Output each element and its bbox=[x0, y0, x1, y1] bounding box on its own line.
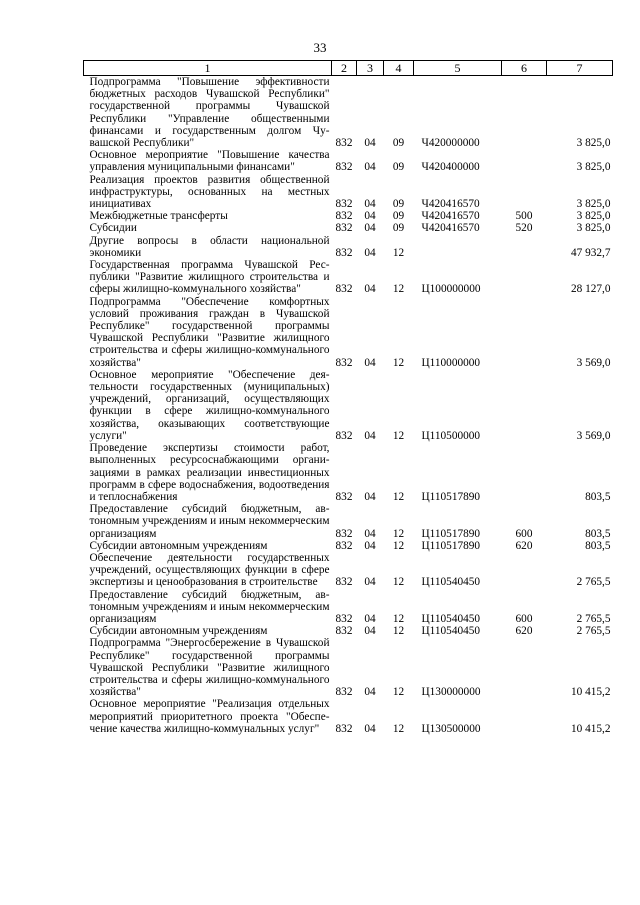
row-name-cell: Реализация проектов развития общественной инфраструктуры, основанных на местных инициативах bbox=[89, 173, 330, 211]
table-row bbox=[84, 174, 613, 211]
row-grbs-cell: 832 bbox=[335, 161, 353, 174]
row-amount-cell: 28 127,0 bbox=[570, 283, 611, 296]
row-section-cell: 04 bbox=[364, 198, 376, 211]
row-subsection-cell: 12 bbox=[392, 686, 405, 699]
row-grbs-cell: 832 bbox=[335, 198, 353, 211]
row-section-cell: 04 bbox=[364, 527, 376, 540]
row-target-article-cell bbox=[414, 235, 502, 259]
row-target-article-cell: Ч420416570 bbox=[421, 198, 480, 211]
row-grbs-cell: 832 bbox=[335, 576, 353, 589]
table-row bbox=[84, 637, 613, 698]
table-row bbox=[84, 222, 613, 234]
row-grbs-cell: 832 bbox=[335, 222, 353, 235]
row-expense-type-cell bbox=[502, 174, 547, 211]
table-row bbox=[84, 698, 613, 735]
row-section-cell: 04 bbox=[364, 539, 376, 552]
row-amount-cell: 3 825,0 bbox=[576, 198, 611, 211]
header-cell-section: 3 bbox=[357, 61, 384, 76]
row-grbs-cell: 832 bbox=[335, 137, 353, 150]
header-row bbox=[84, 61, 613, 76]
row-section-cell: 04 bbox=[364, 576, 376, 589]
row-expense-type-cell: 620 bbox=[515, 539, 533, 552]
row-name-cell: Предоставление субсидий бюджетным, автономным учреждениям и иным некоммерческим организациям bbox=[89, 503, 330, 540]
row-target-article-cell: Ц110517890 bbox=[421, 490, 481, 503]
row-name-cell: Проведение экспертизы стоимости работ, выполненных ресурсоснабжающими организациями в рамках реализации инвестиционных программ в сфере водоснабжения, водоотведения и теплоснабжения bbox=[89, 442, 330, 503]
row-target-article-cell: Ц110540450 bbox=[421, 612, 481, 625]
row-target-article-cell: Ч420400000 bbox=[421, 161, 480, 174]
row-grbs-cell: 832 bbox=[335, 490, 353, 503]
row-amount-cell: 10 415,2 bbox=[570, 686, 611, 699]
row-section-cell: 04 bbox=[364, 490, 376, 503]
row-amount-cell: 2 765,5 bbox=[576, 625, 611, 638]
row-name-cell: Основное мероприятие "Обеспечение деятельности государственных (муниципальных) учреждений, организаций, осуществляющих функции в сфере жилищно-коммунального хозяйства, оказывающих соответствующие услуги" bbox=[89, 368, 330, 442]
row-subsection-cell: 12 bbox=[392, 722, 405, 735]
row-section-cell: 04 bbox=[364, 686, 376, 699]
row-subsection-cell: 09 bbox=[392, 198, 405, 211]
row-amount-cell: 2 765,5 bbox=[576, 576, 611, 589]
row-target-article-cell: Ц110000000 bbox=[421, 356, 481, 369]
table-row bbox=[84, 442, 613, 503]
row-amount-cell: 3 569,0 bbox=[576, 356, 611, 369]
row-subsection-cell: 12 bbox=[392, 527, 405, 540]
row-expense-type-cell bbox=[502, 698, 547, 735]
row-expense-type-cell bbox=[502, 369, 547, 442]
row-grbs-cell: 832 bbox=[335, 356, 353, 369]
row-name-cell: Предоставление субсидий бюджетным, автономным учреждениям и иным некоммерческим организациям bbox=[89, 588, 330, 625]
row-name-cell: Субсидии bbox=[89, 222, 137, 235]
header-cell-name: 1 bbox=[84, 61, 332, 76]
row-target-article-cell: Ц110540450 bbox=[421, 576, 481, 589]
row-name-cell: Обеспечение деятельности государственных учреждений, осуществляющих функции в сфере экспертизы и ценообразования в строительстве bbox=[89, 551, 330, 589]
row-grbs-cell: 832 bbox=[335, 527, 353, 540]
row-subsection-cell: 12 bbox=[392, 490, 405, 503]
row-section-cell: 04 bbox=[364, 722, 376, 735]
row-section-cell: 04 bbox=[364, 210, 376, 223]
row-target-article-cell: Ц130500000 bbox=[421, 722, 481, 735]
row-subsection-cell: 12 bbox=[392, 429, 405, 442]
row-expense-type-cell bbox=[502, 637, 547, 698]
row-section-cell: 04 bbox=[364, 137, 376, 150]
table-body bbox=[84, 76, 613, 735]
row-subsection-cell: 09 bbox=[392, 137, 405, 150]
row-amount-cell: 2 765,5 bbox=[576, 612, 611, 625]
table-row bbox=[84, 540, 613, 552]
table-row bbox=[84, 259, 613, 296]
table-row bbox=[84, 296, 613, 369]
table-row bbox=[84, 369, 613, 442]
row-amount-cell: 3 825,0 bbox=[576, 137, 611, 150]
row-expense-type-cell bbox=[502, 296, 547, 369]
page-number: 33 bbox=[313, 40, 327, 55]
row-grbs-cell: 832 bbox=[335, 429, 353, 442]
row-expense-type-cell bbox=[502, 149, 547, 173]
row-amount-cell: 10 415,2 bbox=[570, 722, 611, 735]
row-amount-cell: 803,5 bbox=[585, 490, 611, 503]
row-subsection-cell: 12 bbox=[392, 625, 405, 638]
row-amount-cell: 47 932,7 bbox=[570, 246, 611, 259]
row-expense-type-cell: 600 bbox=[515, 612, 533, 625]
table-row bbox=[84, 552, 613, 589]
row-section-cell: 04 bbox=[364, 612, 376, 625]
table-row bbox=[84, 210, 613, 222]
row-name-cell: Другие вопросы в области национальной экономики bbox=[89, 234, 330, 259]
row-name-cell: Подпрограмма "Обеспечение комфортных условий проживания граждан в Чувашской Республике" государственной программы Чувашской Республики "Развитие жилищного строительства и сферы жилищно-коммунального хозяйства" bbox=[89, 295, 330, 369]
row-section-cell: 04 bbox=[364, 161, 376, 174]
table-row bbox=[84, 589, 613, 626]
row-name-cell: Государственная программа Чувашской Республики "Развитие жилищного строительства и сферы жилищно-коммунального хозяйства" bbox=[89, 259, 330, 296]
row-expense-type-cell bbox=[502, 552, 547, 589]
row-name-cell: Субсидии автономным учреждениям bbox=[89, 625, 268, 638]
row-target-article-cell: Ц110500000 bbox=[421, 429, 481, 442]
row-target-article-cell: Ц110540450 bbox=[421, 625, 481, 638]
row-expense-type-cell: 600 bbox=[515, 527, 533, 540]
row-target-article-cell: Ц130000000 bbox=[421, 686, 481, 699]
row-target-article-cell: Ч420416570 bbox=[421, 210, 480, 223]
table-row bbox=[84, 149, 613, 173]
row-subsection-cell: 12 bbox=[392, 612, 405, 625]
row-name-cell: Основное мероприятие "Реализация отдельных мероприятий приоритетного проекта "Обеспечение качества жилищно-коммунальных услуг" bbox=[89, 698, 330, 735]
row-amount-cell: 3 825,0 bbox=[576, 210, 611, 223]
row-subsection-cell: 12 bbox=[392, 246, 405, 259]
row-name-cell: Межбюджетные трансферты bbox=[89, 210, 228, 223]
row-subsection-cell: 12 bbox=[392, 576, 405, 589]
row-expense-type-cell: 500 bbox=[515, 210, 533, 223]
row-subsection-cell: 09 bbox=[392, 161, 405, 174]
budget-table bbox=[83, 60, 613, 735]
row-name-cell: Подпрограмма "Повышение эффективности бюджетных расходов Чувашской Республики" государственной программы Чувашской Республики "Управление общественными финансами и государственным долгом Чувашской Республики" bbox=[89, 76, 330, 150]
row-subsection-cell: 12 bbox=[392, 539, 405, 552]
table-row bbox=[84, 503, 613, 540]
row-section-cell: 04 bbox=[364, 625, 376, 638]
row-amount-cell: 803,5 bbox=[585, 539, 611, 552]
row-grbs-cell: 832 bbox=[335, 686, 353, 699]
row-section-cell: 04 bbox=[364, 356, 376, 369]
row-name-cell: Субсидии автономным учреждениям bbox=[89, 539, 268, 552]
table-header bbox=[84, 61, 613, 76]
table-row bbox=[84, 235, 613, 259]
header-cell-grbs: 2 bbox=[332, 61, 357, 76]
row-subsection-cell: 09 bbox=[392, 222, 405, 235]
header-cell-amount: 7 bbox=[547, 61, 613, 76]
row-target-article-cell: Ч420000000 bbox=[421, 137, 480, 150]
row-name-cell: Подпрограмма "Энергосбережение в Чувашской Республике" государственной программы Чувашской Республики "Развитие жилищного строительства и сферы жилищно-коммунального хозяйства" bbox=[89, 637, 330, 699]
table-row bbox=[84, 76, 613, 150]
header-cell-expense-type: 6 bbox=[502, 61, 547, 76]
row-target-article-cell: Ц110517890 bbox=[421, 527, 481, 540]
row-grbs-cell: 832 bbox=[335, 246, 353, 259]
row-subsection-cell: 12 bbox=[392, 356, 405, 369]
row-target-article-cell: Ц100000000 bbox=[421, 283, 481, 296]
row-section-cell: 04 bbox=[364, 283, 376, 296]
row-name-cell: Основное мероприятие "Повышение качества управления муниципальными финансами" bbox=[89, 149, 330, 174]
row-grbs-cell: 832 bbox=[335, 625, 353, 638]
row-target-article-cell: Ц110517890 bbox=[421, 539, 481, 552]
row-expense-type-cell: 620 bbox=[515, 625, 533, 638]
row-grbs-cell: 832 bbox=[335, 283, 353, 296]
row-amount-cell: 3 825,0 bbox=[576, 161, 611, 174]
row-amount-cell: 3 825,0 bbox=[576, 222, 611, 235]
table-row bbox=[84, 625, 613, 637]
row-target-article-cell: Ч420416570 bbox=[421, 222, 480, 235]
header-cell-subsection: 4 bbox=[384, 61, 414, 76]
row-expense-type-cell bbox=[502, 442, 547, 503]
row-grbs-cell: 832 bbox=[335, 722, 353, 735]
row-expense-type-cell: 520 bbox=[515, 222, 533, 235]
row-grbs-cell: 832 bbox=[335, 612, 353, 625]
row-section-cell: 04 bbox=[364, 246, 376, 259]
row-section-cell: 04 bbox=[364, 222, 376, 235]
row-subsection-cell: 12 bbox=[392, 283, 405, 296]
header-cell-target-article: 5 bbox=[414, 61, 502, 76]
row-section-cell: 04 bbox=[364, 429, 376, 442]
row-expense-type-cell bbox=[502, 76, 547, 150]
row-expense-type-cell bbox=[502, 259, 547, 296]
row-grbs-cell: 832 bbox=[335, 210, 353, 223]
row-expense-type-cell bbox=[502, 235, 547, 259]
row-subsection-cell: 09 bbox=[392, 210, 405, 223]
row-grbs-cell: 832 bbox=[335, 539, 353, 552]
row-amount-cell: 3 569,0 bbox=[576, 429, 611, 442]
row-amount-cell: 803,5 bbox=[585, 527, 611, 540]
